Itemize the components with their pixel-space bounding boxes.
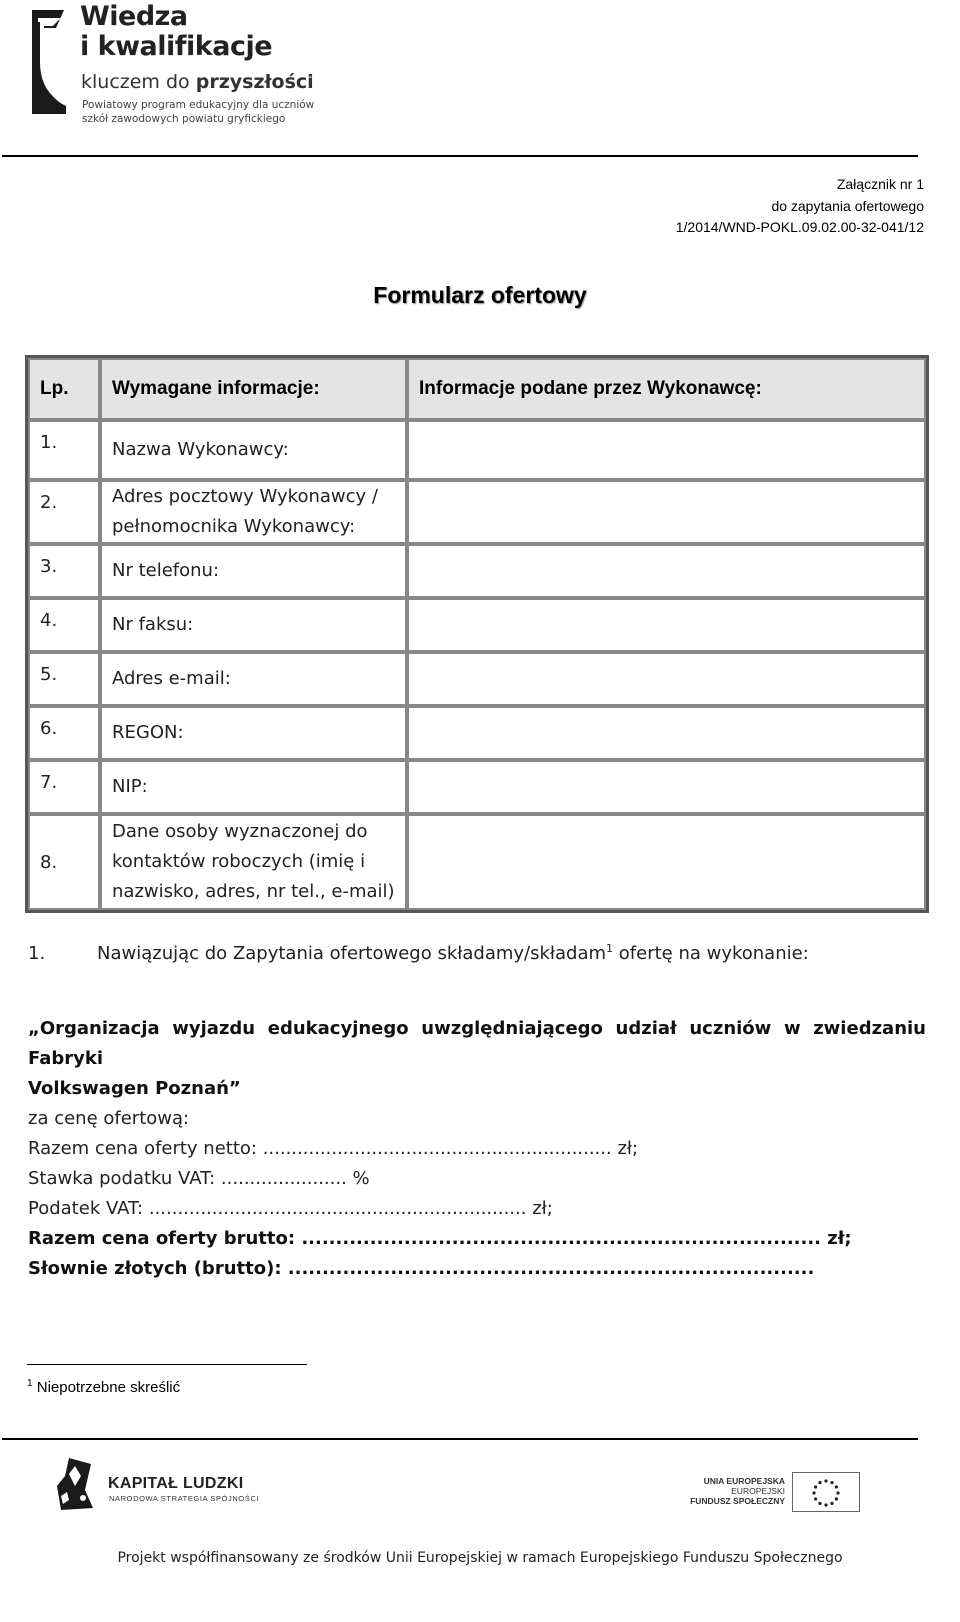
offer-subject-line2: Volkswagen Poznań” [28,1078,241,1099]
row-label: Adres pocztowy Wykonawcy / pełnomocnika Wykonawcy: [100,480,407,544]
header-divider [2,155,918,157]
gross-words-field[interactable]: Słownie złotych (brutto): ............................................................................. [28,1258,815,1279]
offer-intro-paragraph [28,942,809,964]
row-value-field[interactable] [407,544,926,598]
row-value-field[interactable] [407,598,926,652]
paragraph-text-after: ofertę na wykonanie: [613,943,809,964]
logo-subtitle: kluczem do przyszłości [81,71,314,93]
footnote-ref: 1 [606,942,614,955]
row-number: 7. [28,760,100,814]
kapital-ludzki-title: KAPITAŁ LUDZKI [108,1475,244,1492]
row-value-field[interactable] [407,706,926,760]
paragraph-index: 1. [28,943,46,964]
offer-form-table [25,355,929,913]
row-label: Nr faksu: [100,598,407,652]
wiedza-logo-icon [28,6,68,116]
offer-details [28,1014,926,1284]
table-row [28,760,926,814]
eu-label: UNIA EUROPEJSKA EUROPEJSKI FUNDUSZ SPOŁECZNY [690,1476,785,1506]
vat-rate-field[interactable]: Stawka podatku VAT: ...................... % [28,1168,370,1189]
header-contractor-info: Informacje podane przez Wykonawcę: [407,358,926,420]
kapital-ludzki-subtitle: NARODOWA STRATEGIA SPÓJNOŚCI [109,1494,260,1503]
table-row [28,814,926,910]
table-row [28,598,926,652]
page-title: Formularz ofertowy [373,282,587,308]
row-number: 1. [28,420,100,480]
offer-subject-line1: „Organizacja wyjazdu edukacyjnego uwzględniającego udział uczniów w zwiedzaniu Fabryki [28,1018,926,1069]
header-lp: Lp. [28,358,100,420]
footnote: $^1$ Niepotrzebne skreślić [27,1378,181,1396]
row-label: REGON: [100,706,407,760]
price-intro: za cenę ofertową: [28,1108,190,1129]
kapital-ludzki-logo-icon [55,1456,95,1512]
table-header-row [28,358,926,420]
eu-flag-icon [792,1472,860,1512]
table-row [28,544,926,598]
funding-statement: Projekt współfinansowany ze środków Unii Europejskiej w ramach Europejskiego Funduszu Społecznego [117,1550,843,1566]
row-value-field[interactable] [407,652,926,706]
row-label: Nazwa Wykonawcy: [100,420,407,480]
row-label: Dane osoby wyznaczonej do kontaktów roboczych (imię i nazwisko, adres, nr tel., e-mail) [100,814,407,910]
table-row [28,480,926,544]
row-number: 2. [28,480,100,544]
row-value-field[interactable] [407,420,926,480]
row-number: 8. [28,814,100,910]
vat-amount-field[interactable]: Podatek VAT: .................................................................. zł; [28,1198,553,1219]
logo-title: Wiedza i kwalifikacje [80,1,273,62]
row-value-field[interactable] [407,814,926,910]
footnote-divider [27,1364,307,1365]
table-row [28,652,926,706]
header-required-info: Wymagane informacje: [100,358,407,420]
gross-price-field[interactable]: Razem cena oferty brutto: ............................................................................ zł; [28,1228,852,1249]
attachment-note: Załącznik nr 1 do zapytania ofertowego 1/2014/WND-POKL.09.02.00-32-041/12 [675,176,924,235]
row-label: Nr telefonu: [100,544,407,598]
row-label: NIP: [100,760,407,814]
row-number: 4. [28,598,100,652]
table-row [28,420,926,480]
row-number: 3. [28,544,100,598]
paragraph-text: Nawiązując do Zapytania ofertowego składamy/składam [97,943,607,964]
net-price-field[interactable]: Razem cena oferty netto: ............................................................. zł; [28,1138,639,1159]
footer-divider [2,1438,918,1440]
row-number: 5. [28,652,100,706]
logo-description: Powiatowy program edukacyjny dla uczniów szkół zawodowych powiatu gryfickiego [82,99,315,125]
table-row [28,706,926,760]
row-value-field[interactable] [407,480,926,544]
row-value-field[interactable] [407,760,926,814]
row-number: 6. [28,706,100,760]
row-label: Adres e-mail: [100,652,407,706]
